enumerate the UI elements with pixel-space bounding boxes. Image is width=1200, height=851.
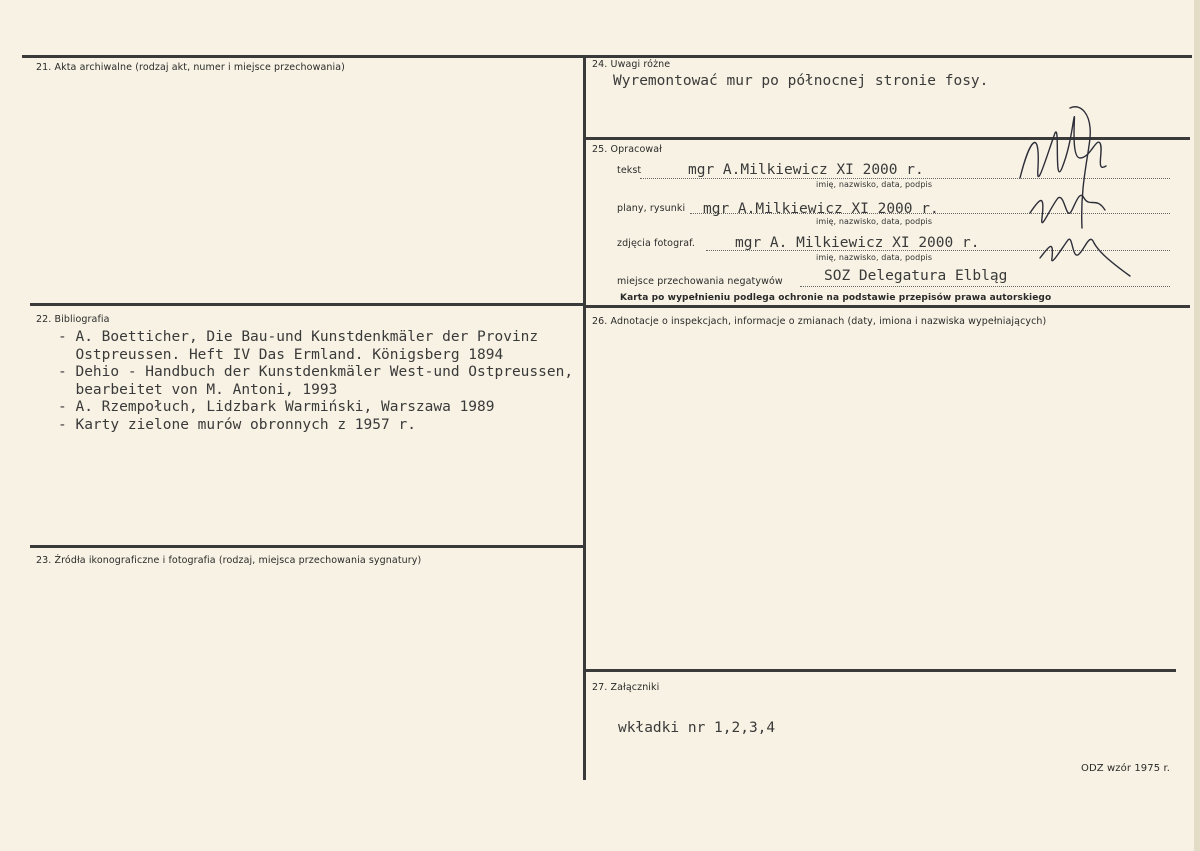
bibliography-line: - A. Boetticher, Die Bau-und Kunstdenkmäler der Provinz — [58, 329, 539, 345]
negatives-dotted-line — [800, 286, 1170, 287]
section-22-label: 22. Bibliografia — [36, 314, 110, 325]
bibliography-line: bearbeitet von M. Antoni, 1993 — [58, 381, 338, 398]
bibliography-list — [58, 329, 573, 434]
section-24-text: Wyremontować mur po północnej stronie fosy. — [613, 73, 989, 89]
rule-21-22 — [30, 303, 583, 306]
plany-caption: imię, nazwisko, data, podpis — [816, 217, 933, 226]
section-23-label: 23. Źródła ikonograficzne i fotografia (rodzaj, miejsca przechowania sygnatury) — [36, 555, 422, 566]
section-27-label: 27. Załączniki — [592, 682, 660, 693]
form-number: ODZ wzór 1975 r. — [1081, 763, 1171, 774]
negatives-label: miejsce przechowania negatywów — [617, 276, 783, 287]
top-rule — [22, 55, 1192, 58]
bibliography-line: - A. Rzempołuch, Lidzbark Warmiński, Warszawa 1989 — [58, 399, 495, 415]
rule-25-26 — [586, 305, 1190, 308]
bibliography-line: Ostpreussen. Heft IV Das Ermland. Königsberg 1894 — [58, 346, 504, 363]
handwritten-signature — [1010, 98, 1140, 283]
bibliography-line: - Karty zielone murów obronnych z 1957 r. — [58, 416, 416, 433]
section-27-text: wkładki nr 1,2,3,4 — [618, 720, 776, 736]
rule-26-27 — [586, 669, 1176, 672]
tekst-label: tekst — [617, 165, 642, 176]
zdjecia-caption: imię, nazwisko, data, podpis — [816, 253, 933, 262]
section-26-label: 26. Adnotacje o inspekcjach, informacje o zmianach (daty, imiona i nazwiska wypełniających) — [592, 316, 1047, 327]
copyright-notice: Karta po wypełnieniu podlega ochronie na podstawie przepisów prawa autorskiego — [620, 293, 1052, 303]
section-24-label: 24. Uwagi różne — [592, 59, 671, 70]
plany-label: plany, rysunki — [617, 203, 686, 214]
plany-value: mgr A.Milkiewicz XI 2000 r. — [703, 201, 939, 217]
section-21-label: 21. Akta archiwalne (rodzaj akt, numer i miejsce przechowania) — [36, 62, 345, 73]
zdjecia-label: zdjęcia fotograf. — [617, 238, 696, 249]
tekst-value: mgr A.Milkiewicz XI 2000 r. — [688, 162, 924, 178]
section-25-label: 25. Opracował — [592, 144, 662, 155]
rule-22-23 — [30, 545, 583, 548]
zdjecia-value: mgr A. Milkiewicz XI 2000 r. — [735, 235, 980, 251]
tekst-caption: imię, nazwisko, data, podpis — [816, 180, 933, 189]
card-edge — [1194, 0, 1200, 851]
bibliography-line: - Dehio - Handbuch der Kunstdenkmäler West-und Ostpreussen, — [58, 364, 574, 380]
negatives-value: SOZ Delegatura Elbląg — [824, 268, 1008, 284]
